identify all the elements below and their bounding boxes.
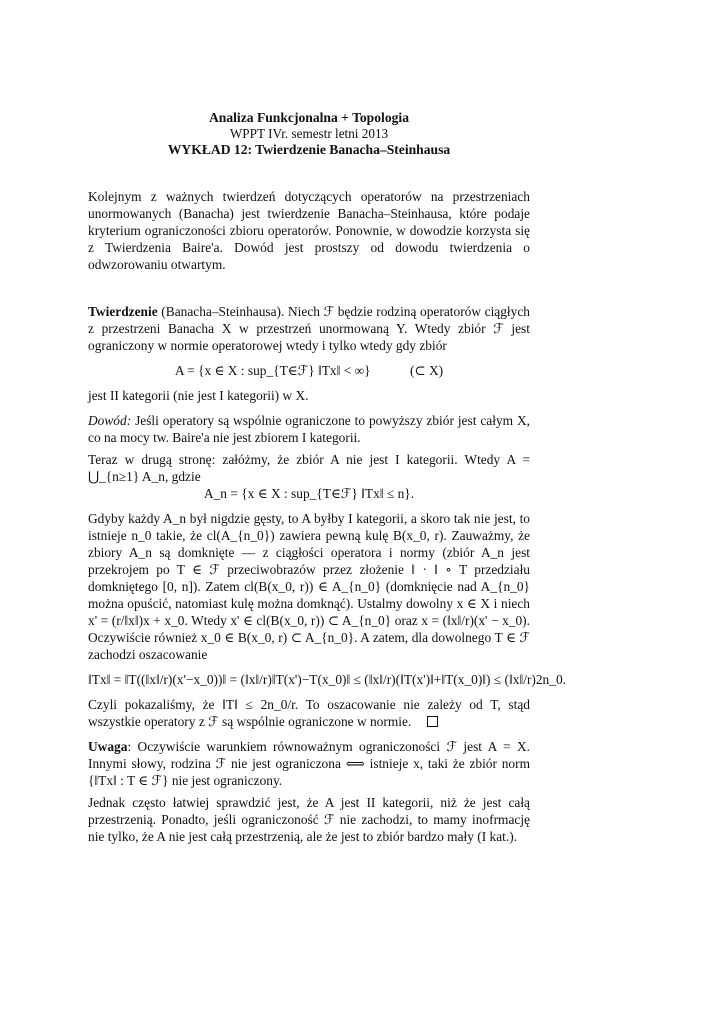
theorem-body: (Banacha–Steinhausa). Niech ℱ będzie rodziną operatorów ciągłych z przestrzeni Banacha X w przestrzeń unormowaną Y. Wtedy zbiór ℱ jest ograniczony w normie operatorowej wtedy i tylko wtedy gdy zbiór: [88, 304, 530, 353]
theorem-formula-side: (⊂ X): [409, 363, 444, 378]
closing-paragraph: Jednak często łatwiej sprawdzić jest, że A jest II kategorii, niż że jest całą przestrzenią. Ponadto, jeśli ograniczoność ℱ nie zachodzi, to mamy inofrmację nie tylko, że A nie jest całą przestrzenią, ale że jest to zbiór bardzo mały (I kat.).: [88, 795, 530, 844]
theorem-statement: [88, 303, 530, 354]
proof-paragraph-4: [88, 696, 530, 730]
lecture-title: WYKŁAD 12: Twierdzenie Banacha–Steinhausa: [167, 142, 451, 157]
proof-paragraph-3: Gdyby każdy A_n był nigdzie gęsty, to A byłby I kategorii, a skoro tak nie jest, to istnieje n_0 takie, że cl(A_{n_0}) zawiera pewną kulę B(x_0, r). Zauważmy, że zbiory A_n są domknięte — z ciągłości operatora i normy (zbiór A_n jest przekrojem po T ∈ ℱ przeciwobrazów przez złożenie ‖ · ‖ ∘ T przedziału domkniętego [0, n]). Zatem cl(B(x_0, r)) ∈ A_{n_0} (domknięcie nad A_{n_0} można opuścić, natomiast kulę można domknąć). Ustalmy dowolny x ∈ X i niech x' = (r/‖x‖)x + x_0. Wtedy x' ∈ cl(B(x_0, r)) ⊂ A_{n_0} oraz x = (‖x‖/r)(x' − x_0). Oczywiście również x_0 ∈ B(x_0, r) ⊂ A_{n_0}. A zatem, dla dowolnego T ∈ ℱ zachodzi oszacowanie: [88, 511, 530, 662]
proof-estimate: ‖Tx‖ = ‖T((‖x‖/r)(x'−x_0))‖ = (‖x‖/r)‖T(x')−T(x_0)‖ ≤ (‖x‖/r)(‖T(x')‖+‖T(x_0)‖) ≤ (‖x‖/r)2n_0.: [88, 672, 566, 687]
remark-paragraph: [88, 738, 530, 789]
remark-label: Uwaga: [88, 739, 128, 754]
remark-body: : Oczywiście warunkiem równoważnym ograniczoności ℱ jest A = X. Innymi słowy, rodzina ℱ nie jest ograniczona ⟺ istnieje x, taki że zbiór norm {‖Tx‖ : T ∈ ℱ} nie jest ograniczony.: [88, 739, 530, 788]
theorem-conclusion: jest II kategorii (nie jest I kategorii) w X.: [88, 388, 309, 403]
proof-text-1: Jeśli operatory są wspólnie ograniczone to powyższy zbiór jest całym X, co na mocy tw. Baire'a nie jest zbiorem I kategorii.: [88, 413, 530, 445]
document-title: Analiza Funkcjonalna + Topologia: [208, 110, 409, 125]
intro-paragraph: Kolejnym z ważnych twierdzeń dotyczących operatorów na przestrzeniach unormowanych (Banacha) jest twierdzenie Banacha–Steinhausa, które podaje kryterium ograniczoności zbioru operatorów. Ponownie, w dowodzie korzysta się z Twierdzenia Baire'a. Dowód jest prostszy od dowodu twierdzenia o odwzorowaniu otwartym.: [88, 189, 530, 272]
theorem-formula-line: [88, 362, 530, 379]
proof-label: Dowód:: [88, 413, 132, 428]
document-page: [88, 110, 566, 845]
course-info: WPPT IVr. semestr letni 2013: [229, 126, 389, 141]
theorem-formula: A = {x ∈ X : sup_{T∈ℱ} ‖Tx‖ < ∞}: [174, 363, 371, 378]
theorem-label: Twierdzenie: [88, 304, 158, 319]
proof-text-4: Czyli pokazaliśmy, że ‖T‖ ≤ 2n_0/r. To oszacowanie nie zależy od T, stąd wszystkie operatory z ℱ są wspólnie ograniczone w normie.: [88, 697, 530, 729]
proof-paragraph-1: [88, 412, 530, 446]
proof-paragraph-2: Teraz w drugą stronę: załóżmy, że zbiór A nie jest I kategorii. Wtedy A = ⋃_{n≥1} A_n, gdzie: [88, 452, 530, 484]
qed-square-icon: [427, 716, 438, 727]
proof-formula-an: A_n = {x ∈ X : sup_{T∈ℱ} ‖Tx‖ ≤ n}.: [203, 486, 415, 501]
